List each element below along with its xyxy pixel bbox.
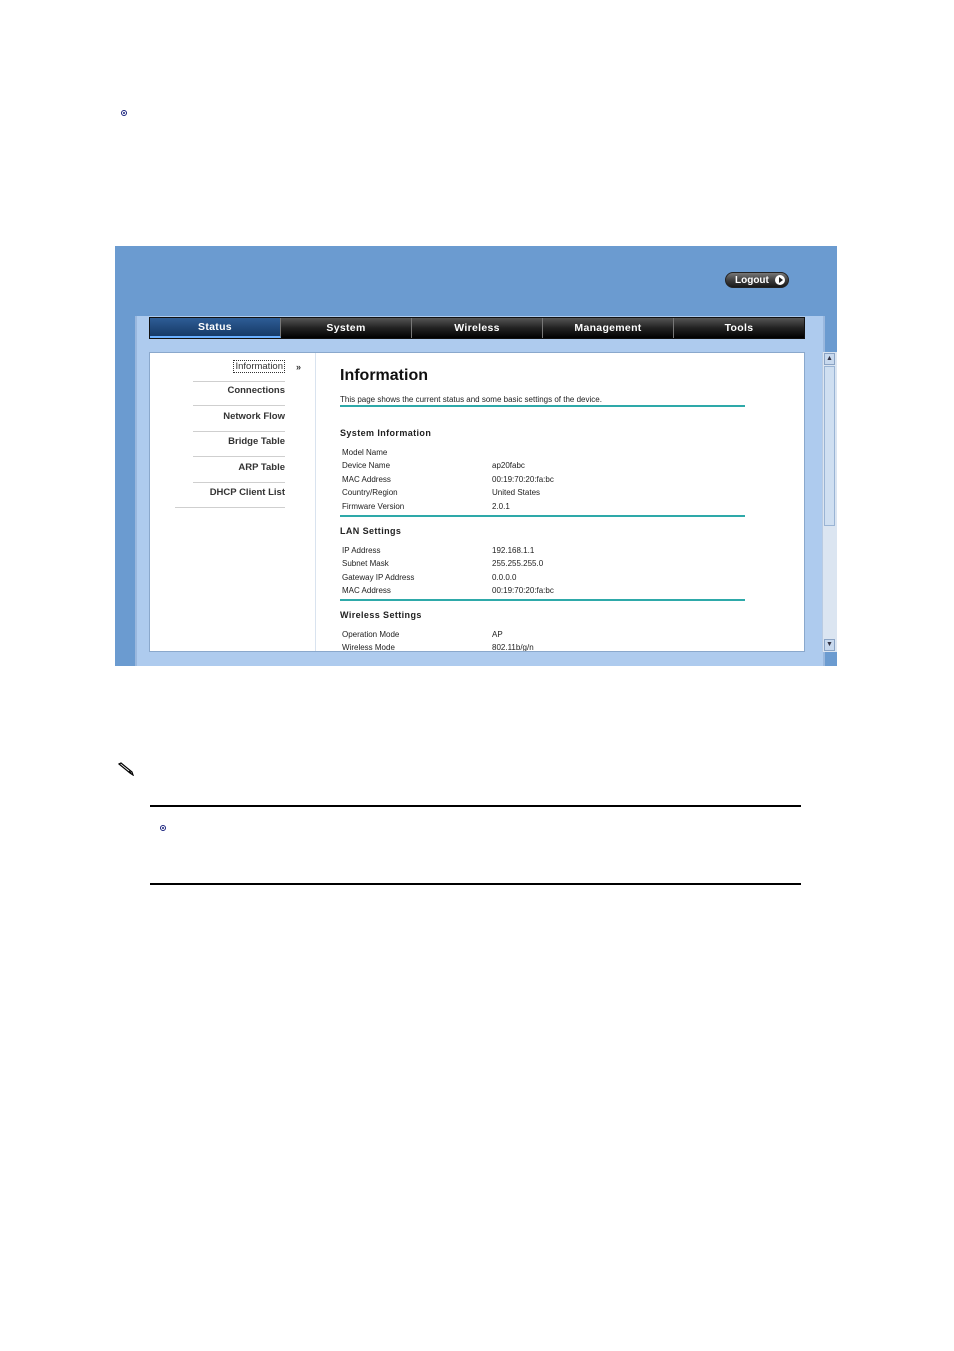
chevron-right-icon: » (295, 362, 301, 372)
row-value: 00:19:70:20:fa:bc (492, 475, 554, 484)
row-label: Wireless Mode (342, 643, 395, 652)
row-value: 00:19:70:20:fa:bc (492, 586, 554, 595)
info-row (342, 586, 742, 595)
pencil-icon (117, 762, 135, 776)
row-value: 802.11b/g/n (492, 643, 534, 652)
note-bottom-rule (150, 883, 801, 885)
note-top-rule (150, 805, 801, 807)
row-label: Subnet Mask (342, 559, 389, 568)
row-label: Device Name (342, 461, 391, 470)
row-label: Gateway IP Address (342, 573, 415, 582)
sidebar-item-arp-table[interactable] (193, 458, 285, 483)
info-row (342, 475, 742, 484)
row-value: United States (492, 488, 541, 497)
row-label: MAC Address (342, 475, 391, 484)
tab-management[interactable]: Management (543, 318, 674, 338)
sidebar-item-information[interactable] (193, 357, 301, 382)
system-info-heading: System Information (340, 428, 432, 438)
info-row (342, 461, 742, 470)
sidebar-item-label: Connections (227, 385, 285, 396)
sidebar-item-label: ARP Table (238, 462, 285, 473)
play-icon (775, 275, 785, 285)
info-row (342, 488, 742, 497)
content-panel (149, 352, 805, 652)
sidebar-item-label: Information (235, 361, 283, 372)
screenshot-window (115, 246, 837, 666)
scroll-down-icon[interactable]: ▼ (824, 639, 835, 651)
top-nav (149, 317, 805, 339)
row-value: 2.0.1 (492, 502, 510, 511)
row-label: Model Name (342, 448, 388, 457)
scroll-up-icon[interactable]: ▲ (824, 353, 835, 365)
row-label: Operation Mode (342, 630, 400, 639)
info-row (342, 559, 742, 568)
page-description: This page shows the current status and some basic settings of the device. (340, 395, 602, 404)
row-value: 0.0.0.0 (492, 573, 517, 582)
row-label: MAC Address (342, 586, 391, 595)
logout-label: Logout (735, 274, 769, 286)
scrollbar-thumb[interactable] (824, 366, 835, 526)
sidebar-item-dhcp-client-list[interactable] (175, 483, 285, 508)
lan-settings-heading: LAN Settings (340, 526, 402, 536)
sidebar-item-bridge-table[interactable] (193, 432, 285, 457)
sidebar-item-label: DHCP Client List (209, 487, 285, 498)
row-value: 255.255.255.0 (492, 559, 544, 568)
sidebar-item-connections[interactable] (193, 381, 285, 406)
sidebar-item-label: Bridge Table (228, 436, 285, 447)
info-row (342, 448, 742, 457)
row-value: ap20fabc (492, 461, 525, 470)
tab-wireless[interactable]: Wireless (412, 318, 543, 338)
row-value: AP (492, 630, 503, 639)
info-row (342, 502, 742, 511)
tab-status[interactable]: Status (150, 318, 281, 338)
info-row (342, 643, 742, 652)
logout-button[interactable] (725, 272, 789, 288)
wireless-settings-heading: Wireless Settings (340, 610, 422, 620)
section-divider (340, 405, 745, 407)
row-label: Country/Region (342, 488, 398, 497)
sidebar-item-label: Network Flow (223, 411, 285, 422)
row-value: 192.168.1.1 (492, 546, 535, 555)
tab-system[interactable]: System (281, 318, 412, 338)
info-row (342, 546, 742, 555)
section-divider (340, 515, 745, 517)
tab-tools[interactable]: Tools (724, 322, 754, 334)
page-title: Information (340, 367, 428, 384)
row-label: IP Address (342, 546, 381, 555)
sidebar-item-network-flow[interactable] (193, 407, 285, 432)
bullet-icon (160, 825, 166, 831)
bullet-icon (121, 110, 127, 116)
sidebar (150, 353, 316, 651)
info-row (342, 630, 742, 639)
row-label: Firmware Version (342, 502, 405, 511)
vertical-scrollbar[interactable] (822, 352, 837, 652)
info-row (342, 573, 742, 582)
section-divider (340, 599, 745, 601)
